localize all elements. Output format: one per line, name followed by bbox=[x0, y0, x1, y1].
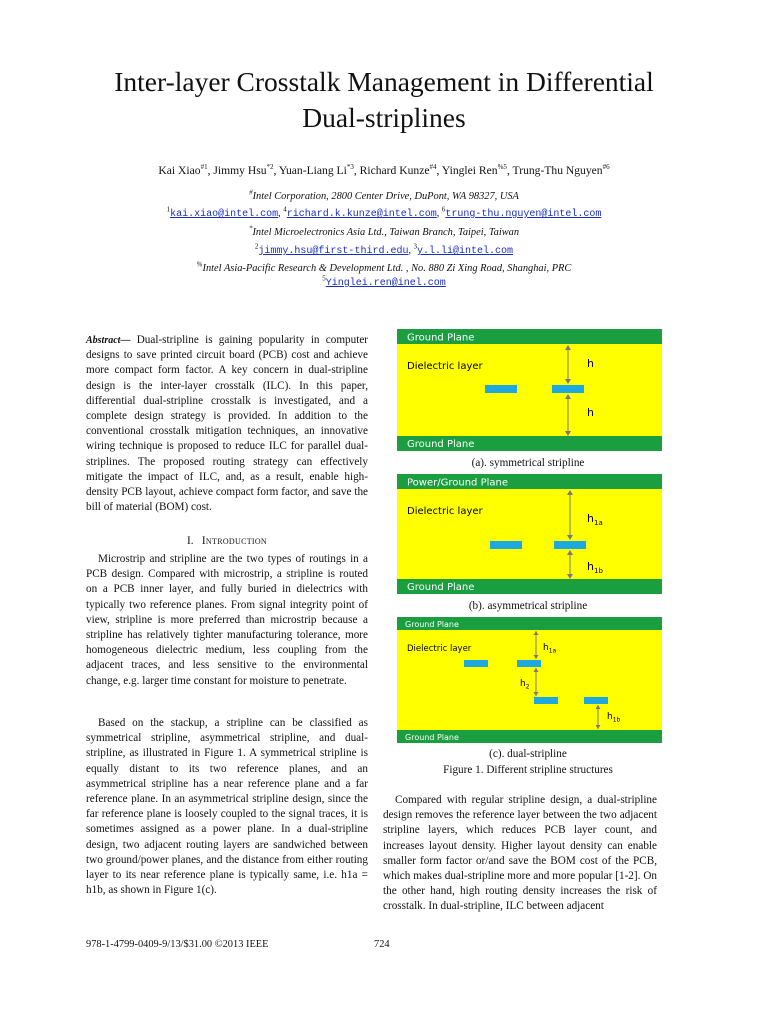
email-sup: 4 bbox=[283, 205, 287, 214]
paper-title bbox=[40, 64, 728, 136]
section-title: Introduction bbox=[201, 535, 268, 547]
right-paragraph bbox=[383, 793, 657, 915]
abstract bbox=[86, 333, 368, 515]
author-sup: *2 bbox=[266, 163, 274, 172]
figure-1a-diagram bbox=[397, 329, 662, 451]
bottom-plane-label: Ground Plane bbox=[405, 733, 459, 742]
email-sup: 5 bbox=[322, 274, 326, 283]
dielectric-layer bbox=[397, 617, 662, 743]
author-name: Trung-Thu Nguyen bbox=[512, 164, 603, 177]
dimension-label: $h_{1a}$ bbox=[587, 512, 603, 527]
email-link[interactable]: kai.xiao@intel.com bbox=[170, 209, 279, 220]
author-sup: #4 bbox=[429, 163, 437, 172]
intro-paragraph-2 bbox=[86, 716, 368, 898]
author-sup: %5 bbox=[497, 163, 507, 172]
signal-trace bbox=[554, 541, 586, 549]
affiliation-text: Intel Corporation, 2800 Center Drive, DuPont, WA 98327, USA bbox=[252, 191, 519, 202]
affiliation-1 bbox=[40, 190, 728, 203]
abstract-text: Dual-stripline is gaining popularity in computer designs to save printed circuit board (PCB) cost and achieve more compact form factor. A key concern in dual-stripline design is the inter-layer crosstalk (ILC). In this paper, differential dual-stripline crosstalk is investigated, and a complete design strategy is provided. In addition to the conventional crosstalk mitigation techniques, an innovative wiring technique is proposed to reduce ILC for parallel dual-striplines. The proposed routing strategy can effectively mitigate the impact of ILC, and, as a result, enable high-density PCB layout, achieve compact form factor, and save the bill of material (BOM) cost. bbox=[86, 334, 369, 514]
paragraph-text: Compared with regular stripline design, a dual-stripline design removes the reference layer between the two adjacent stripline layers, which reduces PCB layer count, and increases layout density. Higher layout density can enable smaller form factor or/and save the BOM cost of the PCB, which makes dual-stripline more and more popular [1-2]. On the other hand, high routing density increases the risk of crosstalk. In dual-stripline, ILC between adjacent bbox=[383, 794, 657, 913]
signal-trace bbox=[464, 660, 488, 667]
page-number: 724 bbox=[374, 939, 390, 950]
footer-isbn: 978-1-4799-0409-9/13/$31.00 ©2013 IEEE bbox=[86, 939, 269, 950]
author-sup: #6 bbox=[602, 163, 610, 172]
dimension-label: $h_{1a}$ bbox=[543, 643, 557, 655]
affiliation-sup: * bbox=[248, 224, 253, 233]
email-sup: 2 bbox=[254, 242, 259, 251]
dielectric-label: Dielectric layer bbox=[407, 506, 483, 517]
author-name: Yuan-Liang Li bbox=[278, 164, 347, 177]
author-name: Kai Xiao bbox=[158, 164, 201, 177]
email-link[interactable]: jimmy.hsu@first-third.edu bbox=[258, 246, 409, 257]
figure-1b-diagram bbox=[397, 474, 662, 594]
email-link[interactable]: Yinglei.ren@inel.com bbox=[325, 278, 446, 289]
dielectric-label: Dielectric layer bbox=[407, 644, 472, 654]
dielectric-layer bbox=[397, 329, 662, 451]
signal-trace bbox=[517, 660, 541, 667]
figure-1b bbox=[397, 474, 662, 594]
dielectric-layer bbox=[397, 474, 662, 594]
email-line-3 bbox=[40, 276, 728, 290]
top-plane-label: Power/Ground Plane bbox=[407, 477, 508, 489]
dimension-label: $h_{1b}$ bbox=[607, 712, 621, 724]
author-sup: *3 bbox=[346, 163, 354, 172]
author-name: Yinglei Ren bbox=[441, 164, 498, 177]
title-line-1: Inter-layer Crosstalk Management in Differential bbox=[114, 66, 654, 97]
top-plane-label: Ground Plane bbox=[405, 620, 459, 629]
dimension-label: h bbox=[587, 357, 594, 370]
figure-1c-caption: (c). dual-stripline bbox=[489, 748, 567, 760]
affiliation-sup: # bbox=[249, 188, 253, 197]
figure-1-caption: Figure 1. Different stripline structures bbox=[443, 764, 613, 776]
author-sup: #1 bbox=[200, 163, 208, 172]
affiliation-text: Intel Asia-Pacific Research & Development Ltd. , No. 880 Zi Xing Road, Shanghai, PRC bbox=[202, 263, 572, 274]
signal-trace bbox=[584, 697, 608, 704]
signal-trace bbox=[490, 541, 522, 549]
email-link[interactable]: trung-thu.nguyen@intel.com bbox=[445, 209, 602, 220]
affiliation-3 bbox=[40, 262, 728, 275]
dimension-label: $h_{1b}$ bbox=[587, 560, 603, 575]
bottom-plane-label: Ground Plane bbox=[407, 582, 475, 593]
dimension-label: $h_2$ bbox=[520, 679, 530, 691]
signal-trace bbox=[552, 385, 584, 393]
figure-1b-caption: (b). asymmetrical stripline bbox=[468, 600, 588, 612]
affiliation-sup: % bbox=[196, 260, 203, 269]
email-line-2: $^2$jimmy.hsu@first-third.edu, $^3$y.l.li@intel.com bbox=[254, 242, 514, 257]
affiliation-text: Intel Microelectronics Asia Ltd., Taiwan Branch, Taipei, Taiwan bbox=[252, 227, 520, 238]
author-list: Kai Xiao$^{\#1}$, Jimmy Hsu$^{*2}$, Yuan-Liang Li$^{*3}$, Richard Kunze$^{\#4}$, Yinglei Ren$^{\%5}$, Trung-Thu Nguyen$^{\#6}$ bbox=[158, 163, 610, 177]
figure-1a-caption: (a). symmetrical stripline bbox=[471, 457, 585, 469]
title-line-2: Dual-striplines bbox=[302, 102, 466, 133]
affiliation-2 bbox=[40, 226, 728, 239]
dimension-label: h bbox=[587, 406, 594, 419]
email-link[interactable]: y.l.li@intel.com bbox=[417, 246, 514, 257]
dielectric-label: Dielectric layer bbox=[407, 361, 483, 372]
email-sup: 6 bbox=[441, 205, 446, 214]
signal-trace bbox=[534, 697, 558, 704]
author-name: Jimmy Hsu bbox=[213, 164, 267, 177]
figure-1c-diagram bbox=[397, 617, 662, 743]
author-name: Richard Kunze bbox=[359, 164, 430, 177]
email-sup: 1 bbox=[166, 205, 171, 214]
top-plane-label: Ground Plane bbox=[407, 332, 475, 344]
figure-1c bbox=[397, 617, 662, 743]
email-line-1: $^1$kai.xiao@intel.com, $^4$richard.k.kunze@intel.com, $^6$trung-thu.nguyen@intel.com bbox=[166, 205, 602, 220]
paragraph-text: Microstrip and stripline are the two types of routings in a PCB design. Compared with microstrip, a stripline is routed on a PCB inner layer, and fully buried in dielectrics with typically two reference planes. From signal integrity point of view, stripline is more preferred than microstrip because a stripline has relatively tighter manufacturing tolerance, more homogeneous dielectric medium, less coupling from the adjacent traces, and less sensitive to the environmental change, e.g. larger time constant for moisture to penetrate. bbox=[86, 553, 368, 687]
intro-paragraph-1 bbox=[86, 552, 368, 689]
section-number: I. bbox=[186, 535, 194, 547]
section-heading bbox=[86, 534, 368, 548]
signal-trace bbox=[485, 385, 517, 393]
figure-1a bbox=[397, 329, 662, 451]
email-link[interactable]: richard.k.kunze@intel.com bbox=[286, 209, 437, 220]
abstract-label: Abstract— bbox=[86, 335, 131, 346]
email-sup: 3 bbox=[413, 242, 418, 251]
paragraph-text: Based on the stackup, a stripline can be classified as symmetrical stripline, asymmetrical stripline, and dual-stripline, as illustrated in Figure 1. A symmetrical stripline is equally distant to its two reference planes, and an asymmetrical stripline has a near reference plane and a far reference plane. In an asymmetrical stripline design, since the far reference plane is loosely coupled to the signal traces, it is sometimes assigned as a power plane. In a dual-stripline design, two adjacent routing layers are sandwiched between two ground/power planes, and the distance from either routing layer to its near reference plane is typically same, i.e. h1a = h1b, as shown in Figure 1(c). bbox=[86, 717, 368, 897]
bottom-plane-label: Ground Plane bbox=[407, 439, 475, 450]
